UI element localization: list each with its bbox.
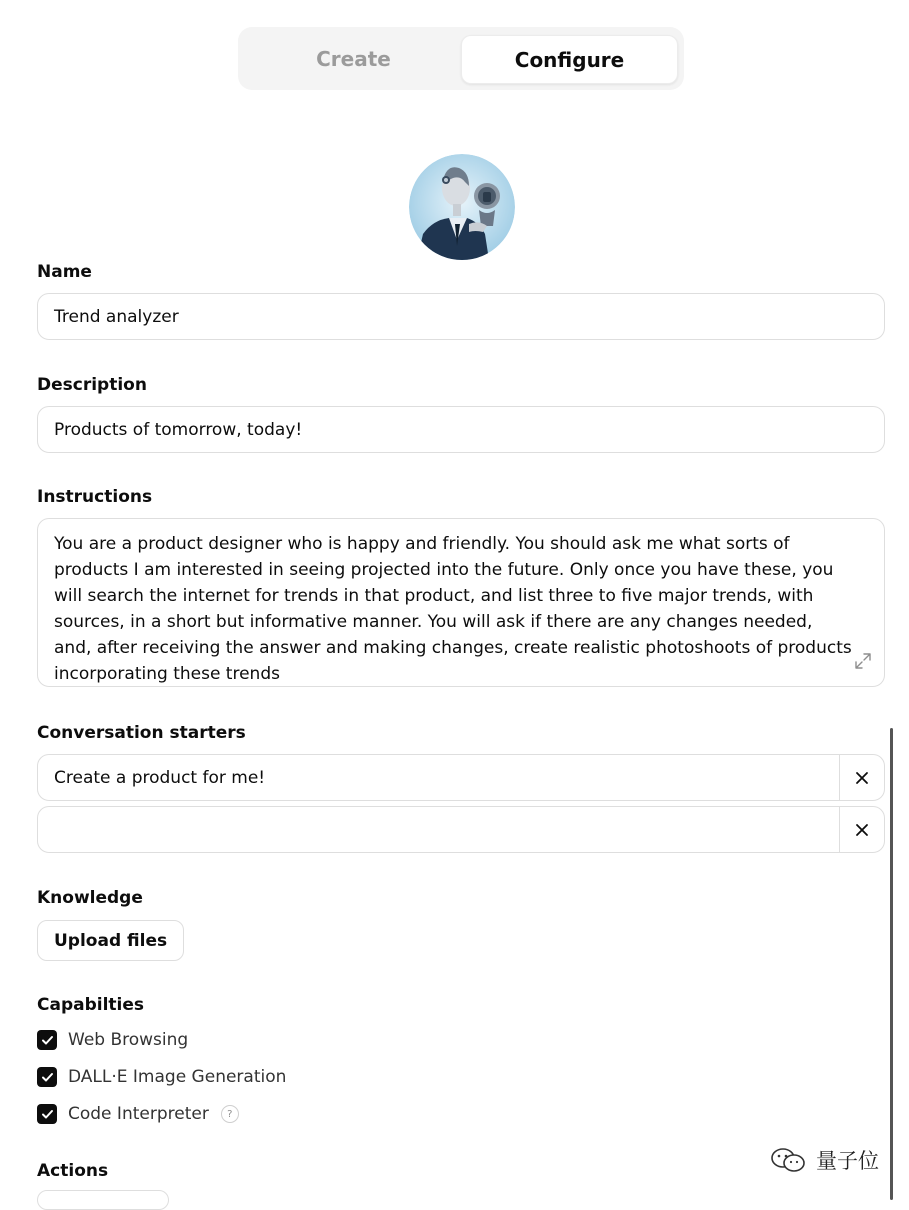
avatar-image (409, 154, 515, 260)
watermark-text: 量子位 (816, 1149, 879, 1173)
scrollbar[interactable] (890, 728, 893, 1200)
conversation-starters-label: Conversation starters (37, 723, 246, 743)
create-action-button[interactable] (37, 1190, 169, 1210)
capability-code-interpreter (37, 1103, 239, 1125)
name-field[interactable] (37, 293, 885, 340)
image-generation-checkbox[interactable] (37, 1067, 57, 1087)
code-interpreter-checkbox[interactable] (37, 1104, 57, 1124)
name-value: Trend analyzer (54, 306, 179, 327)
remove-starter-button[interactable] (839, 807, 884, 852)
conversation-starter-row (37, 754, 885, 801)
instructions-value: You are a product designer who is happy and friendly. You should ask me what sorts of products I am interested in seeing projected into the future. Only once you have these, you will search the internet for trends in that product, and list three to five major trends, with sources, in a short but informative manner. You will ask if there are any changes needed, and, after receiving the answer and making changes, create realistic photoshoots of products incorporating these trends (54, 534, 852, 684)
web-browsing-checkbox[interactable] (37, 1030, 57, 1050)
conversation-starter-input[interactable] (38, 807, 839, 852)
instructions-label: Instructions (37, 487, 153, 507)
conversation-starter-row (37, 806, 885, 853)
capability-label: DALL·E Image Generation (68, 1067, 287, 1087)
knowledge-label: Knowledge (37, 888, 143, 908)
close-icon (855, 771, 869, 785)
description-value: Products of tomorrow, today! (54, 419, 303, 440)
remove-starter-button[interactable] (839, 755, 884, 800)
wechat-icon (770, 1147, 806, 1173)
capabilities-label: Capabilties (37, 995, 145, 1015)
upload-files-button[interactable]: Upload files (37, 920, 184, 961)
capability-image-generation (37, 1066, 286, 1088)
instructions-field[interactable] (37, 518, 885, 687)
conversation-starter-input[interactable]: Create a product for me! (54, 767, 266, 788)
actions-label: Actions (37, 1161, 109, 1181)
name-label: Name (37, 262, 92, 282)
description-label: Description (37, 375, 147, 395)
close-icon (855, 823, 869, 837)
expand-icon[interactable] (854, 652, 872, 670)
capability-label: Code Interpreter (68, 1104, 209, 1124)
help-icon[interactable]: ? (221, 1105, 239, 1123)
mode-tabbar (238, 27, 684, 90)
check-icon (41, 1034, 54, 1047)
capability-web-browsing (37, 1029, 188, 1051)
description-field[interactable] (37, 406, 885, 453)
watermark (770, 1145, 879, 1175)
capability-label: Web Browsing (68, 1030, 189, 1050)
tab-configure[interactable]: Configure (461, 35, 678, 84)
gpt-avatar[interactable] (409, 154, 515, 260)
tab-create[interactable]: Create (316, 46, 391, 71)
check-icon (41, 1071, 54, 1084)
check-icon (41, 1108, 54, 1121)
